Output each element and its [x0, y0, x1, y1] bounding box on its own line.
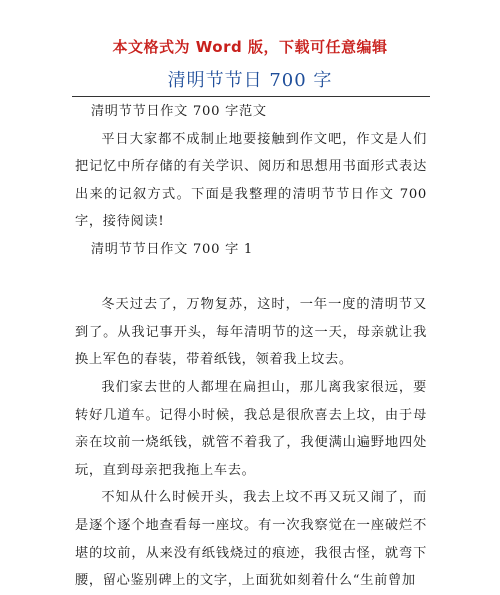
title-divider [72, 96, 430, 97]
intro-paragraph: 平日大家都不成制止地要接触到作文吧，作文是人们把记忆中所存储的有关学识、阅历和思想用书面形式表达出来的记叙方式。下面是我整理的清明节节日作文 700 字，接待阅读! [75, 131, 427, 230]
essay-paragraph: 冬天过去了，万物复苏，这时，一年一度的清明节又到了。从我记事开头，每年清明节的这一天，母亲就让我换上军色的春装，带着纸钱，领着我上坟去。 [75, 297, 427, 368]
paragraph-gap [75, 264, 427, 292]
essay-paragraph: 我们家去世的人都埋在扁担山，那儿离我家很远，要转好几道车。记得小时候，我总是很欣喜去上坟，由于母亲在坟前一烧纸钱，就管不着我了，我便满山遍野地四处玩，直到母亲把我拖上车去。 [75, 379, 427, 478]
essay-heading: 清明节节日作文 700 字 1 [90, 241, 253, 257]
format-notice-banner: 本文格式为 Word 版，下载可任意编辑 [112, 38, 388, 56]
document-body [75, 98, 427, 595]
essay-paragraph: 不知从什么时候开头，我去上坟不再又玩又闹了，而是逐个逐个地查看每一座坟。有一次我察觉在一座破烂不堪的坟前，从来没有纸钱烧过的痕迹，我很古怪，就弯下腰，留心鉴别碑上的文字，上面犹如刻着什么“生前曾加 [75, 490, 427, 589]
sample-heading: 清明节节日作文 700 字范文 [90, 104, 267, 119]
document-title: 清明节节日 700 字 [167, 70, 333, 91]
